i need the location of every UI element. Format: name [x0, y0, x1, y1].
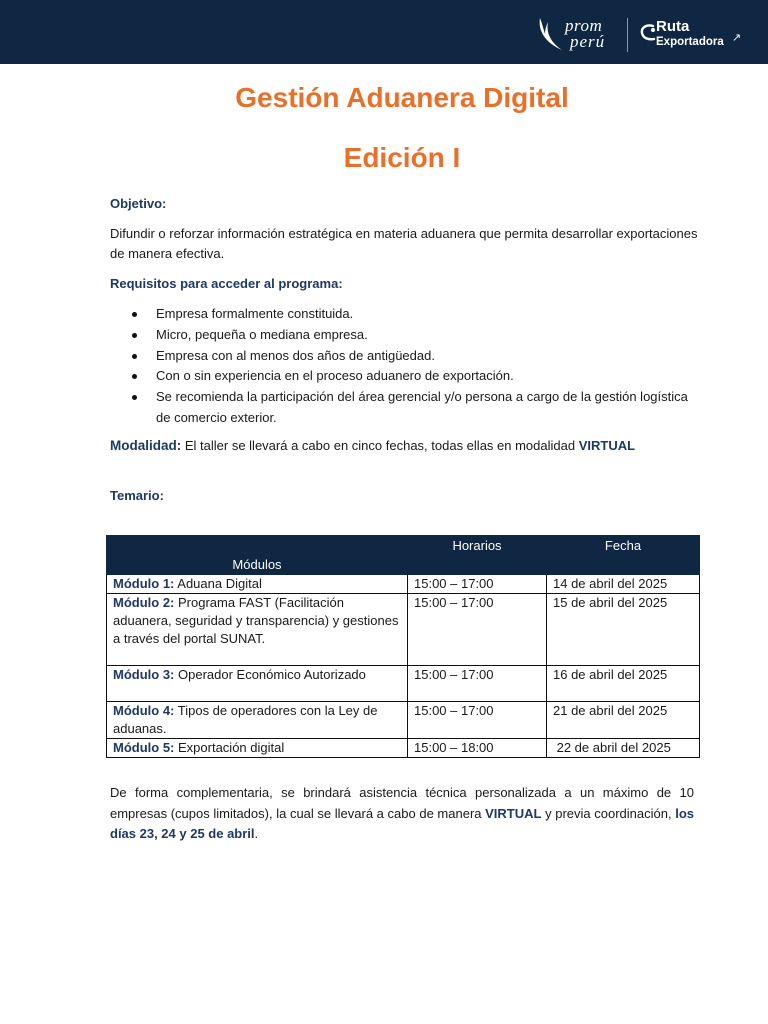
module-cell	[107, 575, 408, 594]
column-header-fecha: Fecha	[547, 536, 700, 575]
time-cell: 15:00 – 17:00	[408, 594, 547, 666]
wing-icon	[536, 16, 566, 52]
table-header-row	[107, 536, 700, 575]
table-row	[107, 575, 700, 594]
list-item: Se recomienda la participación del área gerencial y/o persona a cargo de la gestión logística de comercio exterior.	[130, 387, 702, 429]
closing-text: De forma complementaria, se brindará asistencia técnica personalizada a un máximo de 10 empresas (cupos limitados), la cual se llevará a cabo de manera	[110, 785, 694, 821]
module-cell	[107, 702, 408, 739]
header-bar	[0, 0, 768, 64]
objetivo-heading: Objetivo:	[110, 196, 167, 211]
table-row	[107, 702, 700, 739]
module-label: Módulo 2:	[113, 595, 175, 610]
closing-text-2: y previa coordinación,	[541, 805, 676, 821]
list-item: Con o sin experiencia en el proceso aduanero de exportación.	[130, 366, 702, 387]
module-topic: Exportación digital	[174, 740, 285, 755]
closing-end: .	[254, 826, 259, 841]
closing-paragraph	[110, 783, 694, 845]
closing-virtual: VIRTUAL	[485, 805, 542, 821]
time-cell: 15:00 – 18:00	[408, 739, 547, 758]
date-cell: 15 de abril del 2025	[547, 594, 700, 666]
logo-prom-text: prom	[565, 16, 603, 35]
date-cell: 16 de abril del 2025	[547, 666, 700, 702]
curved-arrow-icon: ↗	[732, 32, 742, 44]
list-item: Micro, pequeña o mediana empresa.	[130, 325, 702, 346]
closing-dates: los días 23, 24 y 25 de abril	[110, 805, 695, 841]
module-topic: Tipos de operadores con la Ley de aduanas.	[113, 703, 378, 736]
modalidad-paragraph	[110, 438, 635, 453]
page-title: Gestión Aduanera Digital	[235, 82, 569, 113]
temario-table	[106, 535, 700, 758]
module-label: Módulo 3:	[113, 667, 175, 682]
list-item: Empresa con al menos dos años de antigüedad.	[130, 346, 702, 367]
requisitos-heading: Requisitos para acceder al programa:	[110, 276, 343, 291]
table-row	[107, 739, 700, 758]
module-cell	[107, 739, 408, 758]
module-cell	[107, 666, 408, 702]
module-topic: Operador Económico Autorizado	[174, 667, 366, 682]
objetivo-text: Difundir o reforzar información estratégica en materia aduanera que permita desarrollar exportaciones de manera efectiva.	[110, 226, 698, 261]
logo-exportadora-text: Exportadora	[656, 36, 724, 48]
logo-peru-text: perú	[570, 32, 606, 51]
edition-title: Edición I	[343, 142, 461, 173]
module-topic: Aduana Digital	[174, 576, 262, 591]
date-cell: 22 de abril del 2025	[547, 739, 700, 758]
requisitos-list	[130, 304, 702, 429]
module-topic: Programa FAST (Facilitación aduanera, seguridad y transparencia) y gestiones a través del portal SUNAT.	[113, 595, 399, 646]
module-cell	[107, 594, 408, 666]
time-cell: 15:00 – 17:00	[408, 702, 547, 739]
date-cell: 21 de abril del 2025	[547, 702, 700, 739]
modalidad-text: El taller se llevará a cabo en cinco fechas, todas ellas en modalidad	[181, 438, 579, 453]
modalidad-virtual: VIRTUAL	[578, 438, 636, 453]
column-header-horarios: Horarios	[408, 536, 547, 575]
time-cell: 15:00 – 17:00	[408, 666, 547, 702]
temario-heading: Temario:	[110, 488, 164, 503]
date-cell: 14 de abril del 2025	[547, 575, 700, 594]
promperu-logo	[536, 14, 616, 54]
module-label: Módulo 1:	[113, 576, 175, 591]
logo-ruta-text: Ruta	[656, 18, 690, 35]
table-row	[107, 594, 700, 666]
time-cell: 15:00 – 17:00	[408, 575, 547, 594]
ruta-exportadora-logo	[640, 16, 750, 56]
table-row	[107, 666, 700, 702]
list-item: Empresa formalmente constituida.	[130, 304, 702, 325]
module-label: Módulo 4:	[113, 703, 175, 718]
module-label: Módulo 5:	[113, 740, 175, 755]
route-icon	[640, 23, 656, 43]
modalidad-label: Modalidad:	[110, 438, 182, 453]
logo-divider	[627, 18, 628, 52]
column-header-modulos: Módulos	[107, 536, 408, 575]
